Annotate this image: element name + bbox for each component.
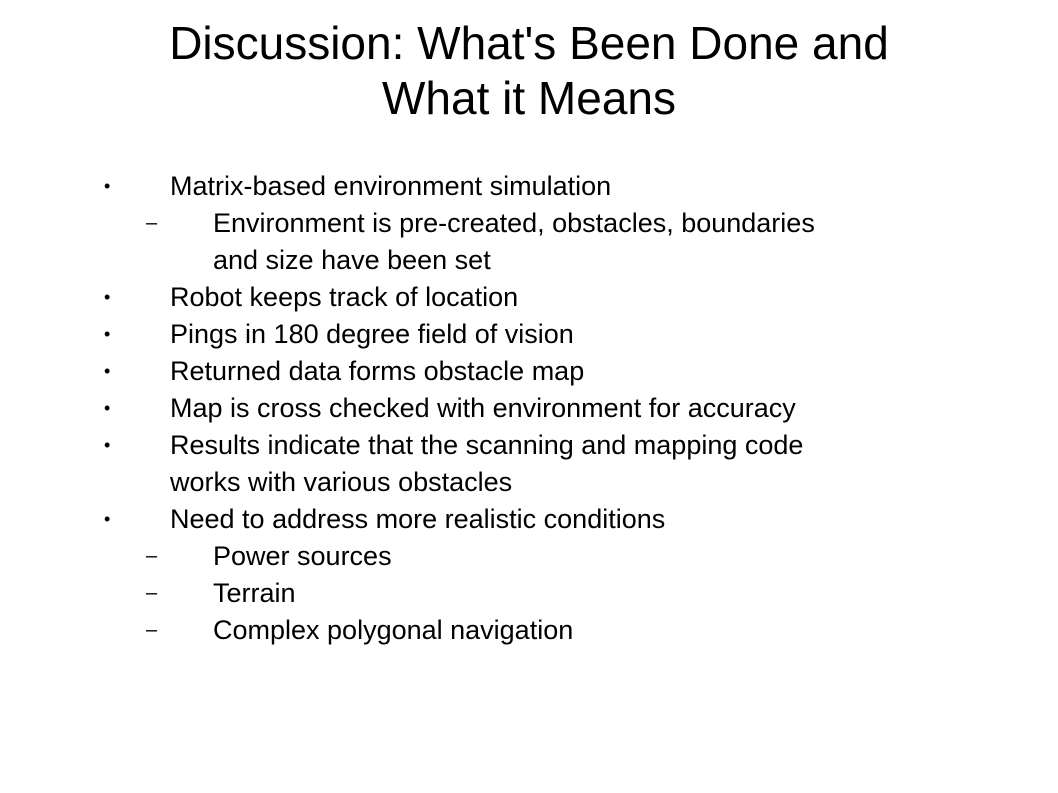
- bullet-item-robot-location: [0, 279, 1058, 316]
- bullet-text: Pings in 180 degree field of vision: [170, 319, 574, 349]
- bullet-text: Need to address more realistic conditions: [170, 504, 666, 534]
- bullet-item-matrix-simulation: [0, 168, 1058, 205]
- bullet-text: Matrix-based environment simulation: [170, 171, 612, 201]
- bullet-item-obstacle-map: [0, 353, 1058, 390]
- dash-marker: –: [146, 582, 158, 604]
- bullet-item-results: [0, 427, 1058, 501]
- bullet-text-line-2: works with various obstacles: [170, 467, 513, 497]
- sub-item-environment-precreated: [0, 205, 1058, 279]
- bullet-marker: •: [104, 435, 111, 455]
- bullet-marker: •: [104, 361, 111, 381]
- bullet-list: [0, 168, 1058, 649]
- bullet-marker: •: [104, 287, 111, 307]
- dash-marker: –: [146, 545, 158, 567]
- sub-item-text: Terrain: [213, 578, 296, 608]
- bullet-item-pings: [0, 316, 1058, 353]
- slide-title: [20, 16, 1038, 126]
- bullet-marker: •: [104, 509, 111, 529]
- sub-item-text-line-2: and size have been set: [213, 245, 491, 275]
- dash-marker: –: [146, 212, 158, 234]
- slide-title-line-1: Discussion: What's Been Done and: [169, 17, 889, 69]
- dash-marker: –: [146, 619, 158, 641]
- bullet-marker: •: [104, 324, 111, 344]
- sub-item-power-sources: [0, 538, 1058, 575]
- bullet-marker: •: [104, 176, 111, 196]
- bullet-item-cross-check: [0, 390, 1058, 427]
- bullet-item-realistic-conditions: [0, 501, 1058, 538]
- sub-item-text: Complex polygonal navigation: [213, 615, 574, 645]
- bullet-text-line-1: Results indicate that the scanning and mapping code: [170, 430, 804, 460]
- sub-item-polygonal-navigation: [0, 612, 1058, 649]
- sub-item-text: Power sources: [213, 541, 392, 571]
- bullet-text: Map is cross checked with environment for accuracy: [170, 393, 796, 423]
- bullet-text: Robot keeps track of location: [170, 282, 519, 312]
- sub-item-terrain: [0, 575, 1058, 612]
- slide-title-line-2: What it Means: [382, 72, 676, 124]
- sub-item-text-line-1: Environment is pre-created, obstacles, boundaries: [213, 208, 815, 238]
- bullet-marker: •: [104, 398, 111, 418]
- bullet-text: Returned data forms obstacle map: [170, 356, 585, 386]
